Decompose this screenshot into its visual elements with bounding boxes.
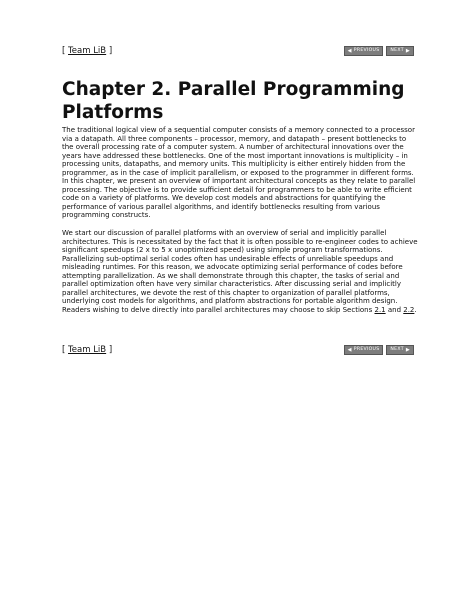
top-navigation (62, 44, 414, 58)
overview-end-text: . (414, 305, 417, 314)
next-button-bottom-label: NEXT (390, 347, 404, 352)
section-2-1-link[interactable]: 2.1 (374, 305, 386, 314)
previous-button-label: PREVIOUS (353, 48, 380, 53)
overview-and-text: and (385, 305, 404, 314)
previous-button-bottom-label: PREVIOUS (353, 347, 380, 352)
section-2-2-link[interactable]: 2.2 (403, 305, 415, 314)
left-triangle-icon: ◀ (347, 48, 352, 54)
chapter-title: Chapter 2. Parallel Programming Platforms (62, 79, 405, 123)
intro-paragraph: The traditional logical view of a sequential computer consists of a memory connected to a processor via a datapath. All three components – processor, memory, and datapath – present bottlenecks to the overall processing rate of a computer system. A number of architectural innovations over the years have addressed these bottlenecks. One of the most important innovations is multiplicity – in processing units, datapaths, and memory units. This multiplicity is either entirely hidden from the programmer, as in the case of implicit parallelism, or exposed to the programmer in different forms. In this chapter, we present an overview of important architectural concepts as they relate to parallel processing. The objective is to provide sufficient detail for programmers to be able to write efficient code on a variety of platforms. We develop cost models and abstractions for quantifying the performance of various parallel algorithms, and identify bottlenecks resulting from various programming constructs. (62, 126, 416, 220)
next-button[interactable] (386, 46, 414, 56)
pager-buttons (344, 46, 414, 56)
overview-paragraph (62, 229, 418, 314)
left-triangle-icon: ◀ (347, 347, 352, 353)
team-lib-link[interactable]: [ Team LiB ] (62, 46, 113, 56)
next-button-bottom[interactable] (386, 345, 414, 355)
team-lib-link-text[interactable]: Team LiB (68, 46, 107, 56)
previous-button-bottom[interactable] (344, 345, 384, 355)
previous-button[interactable] (344, 46, 384, 56)
pager-buttons-bottom (344, 345, 414, 355)
bottom-navigation (62, 343, 414, 357)
team-lib-link-bottom[interactable]: [ Team LiB ] (62, 345, 113, 355)
right-triangle-icon: ▶ (405, 48, 410, 54)
team-lib-link-bottom-text[interactable]: Team LiB (68, 345, 107, 355)
next-button-label: NEXT (390, 48, 404, 53)
overview-paragraph-text: We start our discussion of parallel platforms with an overview of serial and implicitly parallel architectures. This is necessitated by the fact that it is often possible to re-engineer codes to achieve significant speedups (2 x to 5 x unoptimized speed) using simple program transformations. Parallelizing sub-optimal serial codes often has undesirable effects of unreliable speedups and misleading runtimes. For this reason, we advocate optimizing serial performance of codes before attempting parallelization. As we shall demonstrate through this chapter, the tasks of serial and parallel optimization often have very similar characteristics. After discussing serial and implicitly parallel architectures, we devote the rest of this chapter to organization of parallel platforms, underlying cost models for algorithms, and platform abstractions for portable algorithm design. Readers wishing to delve directly into parallel architectures may choose to skip Sections (62, 229, 418, 314)
right-triangle-icon: ▶ (405, 347, 410, 353)
